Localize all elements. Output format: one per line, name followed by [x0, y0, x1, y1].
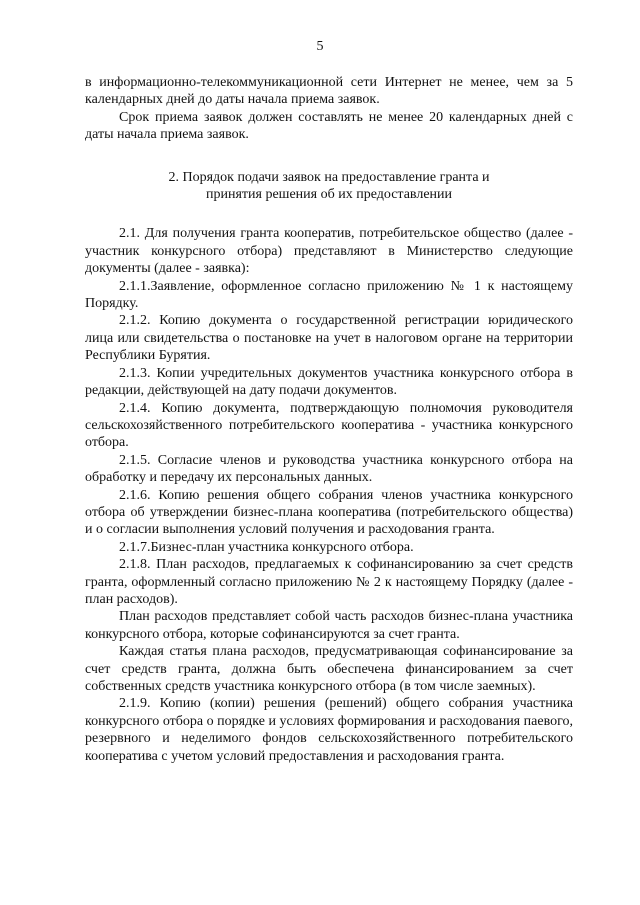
paragraph-application-period: Срок приема заявок должен составлять не менее 20 календарных дней с даты начала приема заявок. [85, 109, 573, 143]
paragraph-2-1-9: 2.1.9. Копию (копии) решения (решений) общего собрания участника конкурсного отбора о порядке и условиях формирования и расходования паевого, резервного и неделимого фондов сельскохозяйственного потребительского кооператива с учетом условий предоставления и расходования гранта. [85, 696, 573, 764]
section-heading [85, 169, 573, 204]
paragraph-2-1: 2.1. Для получения гранта кооператив, потребительское общество (далее - участник конкурсного отбора) представляют в Министерство следующие документы (далее - заявка): [85, 226, 573, 277]
paragraph-expense-plan: План расходов представляет собой часть расходов бизнес-плана участника конкурсного отбора, которые софинансируются за счет гранта. [85, 609, 573, 642]
paragraph-continuation: в информационно-телекоммуникационной сети Интернет не менее, чем за 5 календарных дней до даты начала приема заявок. [85, 75, 573, 108]
section-heading-line-2: принятия решения об их предоставлении [205, 187, 453, 203]
paragraph-2-1-7: 2.1.7.Бизнес-план участника конкурсного отбора. [119, 539, 414, 555]
document-body [85, 74, 573, 765]
paragraph-expense-item: Каждая статья плана расходов, предусматривающая софинансирование за счет средств гранта, должна быть обеспечена финансированием за счет собственных средств участника конкурсного отбора (в том числе заемных). [85, 644, 573, 694]
paragraph-2-1-5: 2.1.5. Согласие членов и руководства участника конкурсного отбора на обработку и передачу их персональных данных. [85, 452, 573, 486]
paragraph-2-1-8: 2.1.8. План расходов, предлагаемых к софинансированию за счет средств гранта, оформленный согласно приложению № 2 к настоящему Порядку (далее - план расходов). [85, 557, 573, 607]
paragraph-2-1-2: 2.1.2. Копию документа о государственной регистрации юридического лица или свидетельства о постановке на учет в налоговом органе на территории Республики Бурятия. [85, 313, 573, 364]
paragraph-2-1-1: 2.1.1.Заявление, оформленное согласно приложению № 1 к настоящему Порядку. [85, 278, 573, 312]
paragraph-2-1-4: 2.1.4. Копию документа, подтверждающую полномочия руководителя сельскохозяйственного потребительского кооператива - участника конкурсного отбора. [85, 400, 573, 451]
paragraph-2-1-3: 2.1.3. Копии учредительных документов участника конкурсного отбора в редакции, действующей на дату подачи документов. [85, 365, 573, 399]
paragraph-2-1-6: 2.1.6. Копию решения общего собрания членов участника конкурсного отбора об утверждении бизнес-плана кооператива (потребительского общества) и о согласии выполнения условий получения и расходования гранта. [85, 487, 573, 538]
page-number: 5 [316, 39, 324, 54]
section-heading-line-1: 2. Порядок подачи заявок на предоставление гранта и [168, 169, 490, 185]
